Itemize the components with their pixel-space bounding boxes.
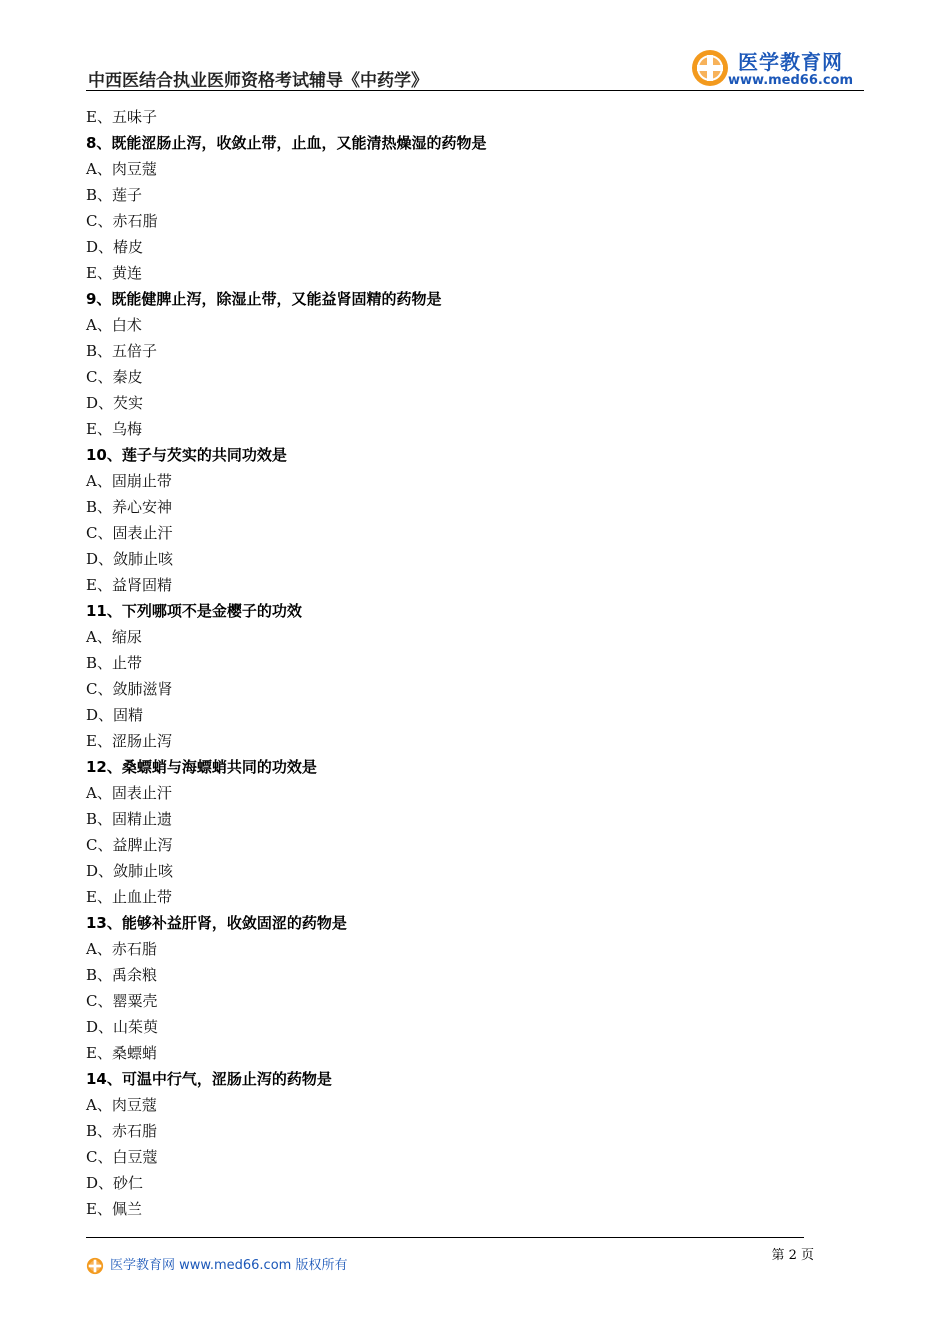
answer-option: A、肉豆蔻 <box>86 1096 157 1114</box>
answer-option: E、桑螵蛸 <box>86 1044 157 1062</box>
answer-option: C、赤石脂 <box>86 212 158 230</box>
answer-option: B、赤石脂 <box>86 1122 158 1140</box>
answer-option: D、砂仁 <box>86 1174 144 1192</box>
answer-option: C、秦皮 <box>86 368 143 386</box>
answer-option: A、肉豆蔻 <box>86 160 157 178</box>
answer-option: E、佩兰 <box>86 1200 142 1218</box>
question-stem: 10、莲子与芡实的共同功效是 <box>86 446 287 464</box>
answer-option: A、固崩止带 <box>86 472 172 490</box>
answer-option: B、莲子 <box>86 186 143 204</box>
answer-option: B、禹余粮 <box>86 966 158 984</box>
answer-option: A、赤石脂 <box>86 940 157 958</box>
answer-option: E、五味子 <box>86 108 157 126</box>
question-stem: 11、下列哪项不是金樱子的功效 <box>86 602 302 620</box>
answer-option: B、固精止遗 <box>86 810 173 828</box>
answer-option: C、敛肺滋肾 <box>86 680 173 698</box>
logo-cross-icon <box>690 48 730 88</box>
answer-option: D、固精 <box>86 706 144 724</box>
answer-option: E、乌梅 <box>86 420 142 438</box>
question-stem: 9、既能健脾止泻，除湿止带，又能益肾固精的药物是 <box>86 290 442 308</box>
answer-option: D、椿皮 <box>86 238 144 256</box>
answer-option: B、止带 <box>86 654 143 672</box>
footer-divider <box>86 1237 804 1238</box>
answer-option: C、白豆蔻 <box>86 1148 158 1166</box>
answer-option: B、五倍子 <box>86 342 158 360</box>
answer-option: A、固表止汗 <box>86 784 172 802</box>
question-stem: 14、可温中行气，涩肠止泻的药物是 <box>86 1070 332 1088</box>
answer-option: C、固表止汗 <box>86 524 173 542</box>
question-stem: 8、既能涩肠止泻，收敛止带，止血，又能清热燥湿的药物是 <box>86 134 487 152</box>
answer-option: E、黄连 <box>86 264 142 282</box>
document-title: 中西医结合执业医师资格考试辅导《中药学》 <box>88 71 428 91</box>
answer-option: D、敛肺止咳 <box>86 550 174 568</box>
answer-option: E、止血止带 <box>86 888 172 906</box>
answer-option: C、益脾止泻 <box>86 836 173 854</box>
answer-option: E、涩肠止泻 <box>86 732 172 750</box>
question-list <box>86 104 806 1222</box>
question-stem: 12、桑螵蛸与海螵蛸共同的功效是 <box>86 758 317 776</box>
answer-option: A、白术 <box>86 316 142 334</box>
answer-option: D、芡实 <box>86 394 144 412</box>
answer-option: E、益肾固精 <box>86 576 172 594</box>
page-header <box>86 40 864 92</box>
answer-option: D、敛肺止咳 <box>86 862 174 880</box>
answer-option: B、养心安神 <box>86 498 173 516</box>
answer-option: A、缩尿 <box>86 628 142 646</box>
footer-text: 医学教育网 www.med66.com 版权所有 <box>110 1258 348 1273</box>
answer-option: D、山茱萸 <box>86 1018 159 1036</box>
answer-option: C、罂粟壳 <box>86 992 158 1010</box>
footer-logo-icon <box>86 1257 104 1275</box>
site-logo[interactable] <box>688 46 864 92</box>
logo-name: 医学教育网 <box>738 50 843 74</box>
header-divider <box>86 90 864 91</box>
question-stem: 13、能够补益肝肾，收敛固涩的药物是 <box>86 914 347 932</box>
page-number: 第 2 页 <box>771 1248 814 1263</box>
logo-url: www.med66.com <box>728 73 854 88</box>
